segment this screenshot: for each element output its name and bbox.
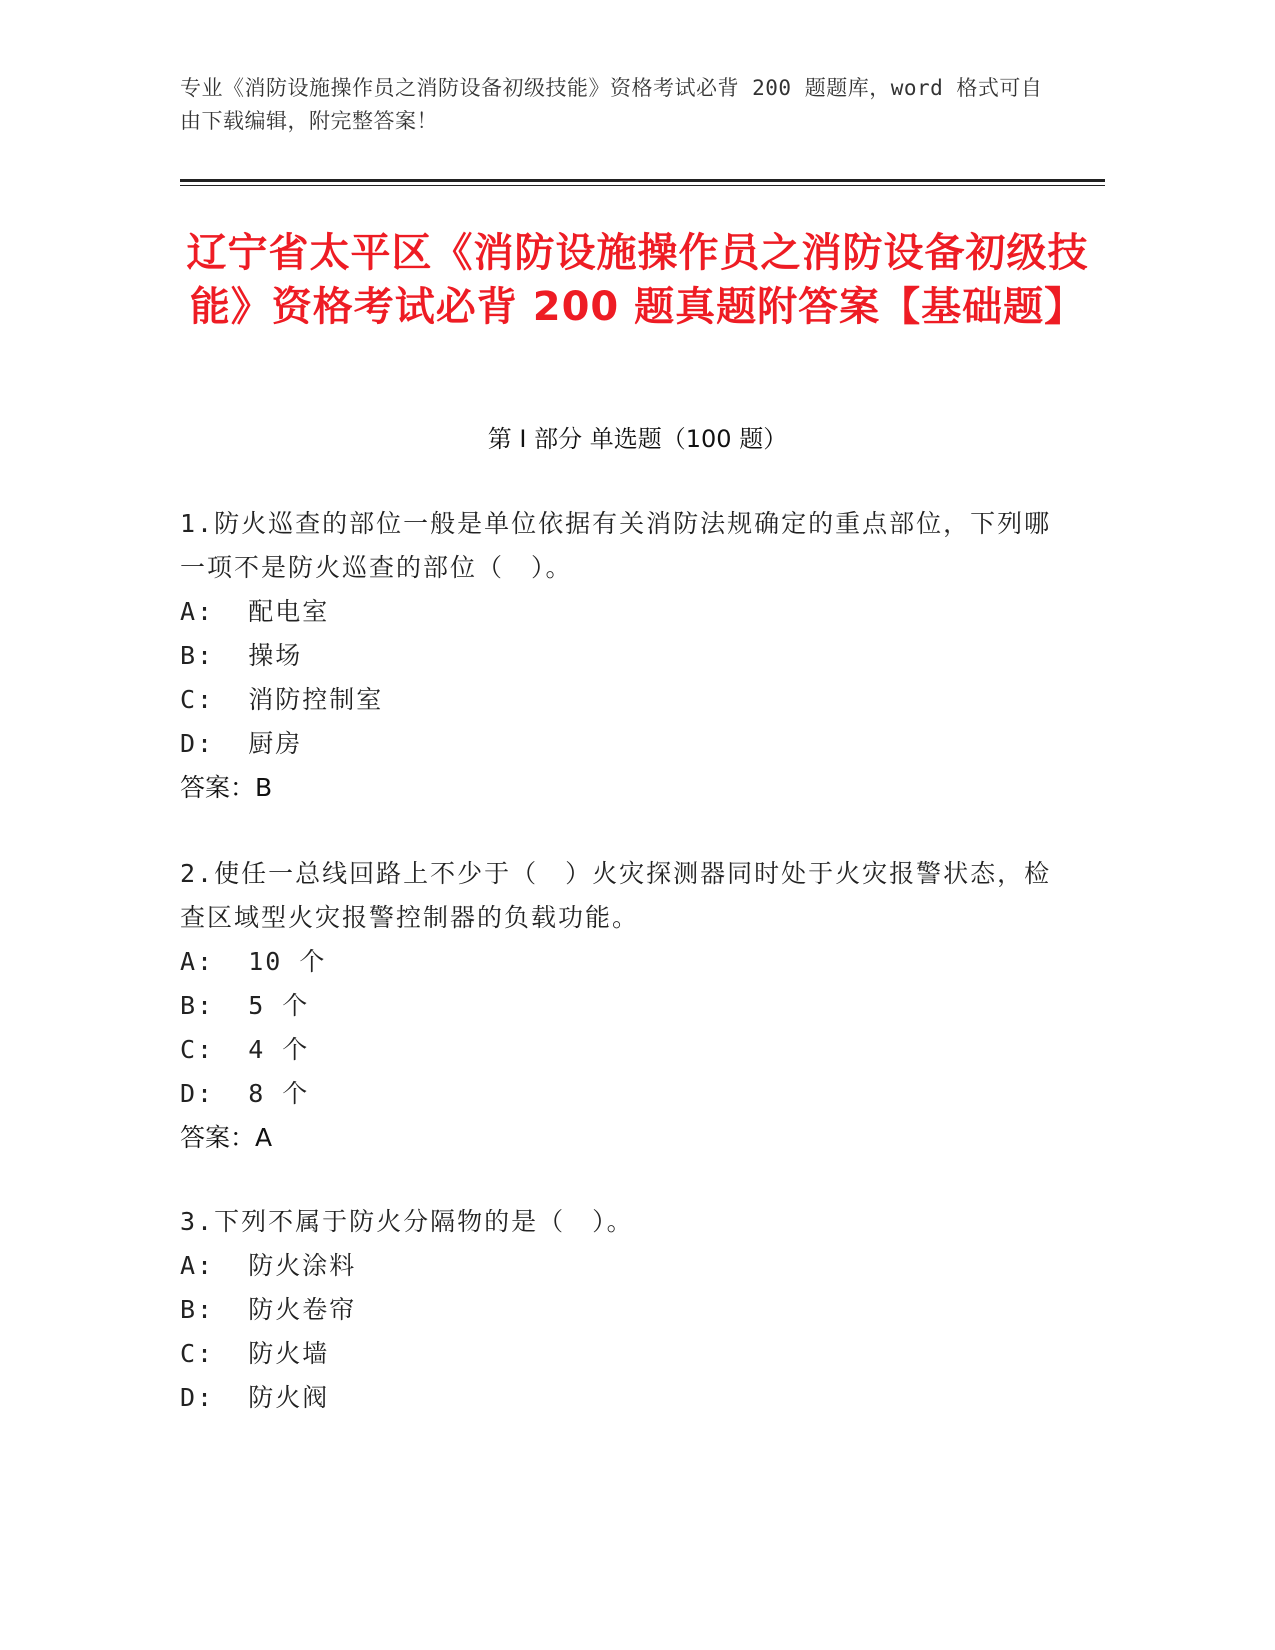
option-c: C: 防火墙 bbox=[180, 1339, 330, 1368]
option-d: D: 厨房 bbox=[180, 729, 303, 758]
option-c: C: 4 个 bbox=[180, 1035, 310, 1064]
option-a: A: 10 个 bbox=[180, 947, 327, 976]
option-c: C: 消防控制室 bbox=[180, 685, 384, 714]
document-title: 辽宁省太平区《消防设施操作员之消防设备初级技能》资格考试必背 200 题真题附答案【基础题】 bbox=[186, 230, 1089, 330]
question-text: 2.使任一总线回路上不少于（ ）火灾探测器同时处于火灾报警状态，检查区域型火灾报警控制器的负载功能。 bbox=[180, 859, 1052, 932]
option-a: A: 配电室 bbox=[180, 597, 330, 626]
option-d: D: 8 个 bbox=[180, 1079, 310, 1108]
option-d: D: 防火阀 bbox=[180, 1383, 330, 1412]
question-1 bbox=[180, 502, 1060, 810]
header-divider-thin bbox=[180, 185, 1105, 186]
answer: 答案：B bbox=[180, 773, 273, 802]
option-b: B: 5 个 bbox=[180, 991, 310, 1020]
option-b: B: 操场 bbox=[180, 641, 303, 670]
section-title: 第 I 部分 单选题（100 题） bbox=[487, 425, 788, 453]
question-text: 3.下列不属于防火分隔物的是（ ）。 bbox=[180, 1207, 634, 1236]
question-2 bbox=[180, 852, 1060, 1160]
header-note: 专业《消防设施操作员之消防设备初级技能》资格考试必背 200 题题库，word 格式可自由下载编辑，附完整答案！ bbox=[180, 76, 1043, 133]
question-text: 1.防火巡查的部位一般是单位依据有关消防法规确定的重点部位，下列哪一项不是防火巡查的部位（ ）。 bbox=[180, 509, 1052, 582]
question-3 bbox=[180, 1200, 1060, 1420]
header-divider-thick bbox=[180, 179, 1105, 182]
answer: 答案：A bbox=[180, 1123, 273, 1152]
option-a: A: 防火涂料 bbox=[180, 1251, 357, 1280]
option-b: B: 防火卷帘 bbox=[180, 1295, 357, 1324]
